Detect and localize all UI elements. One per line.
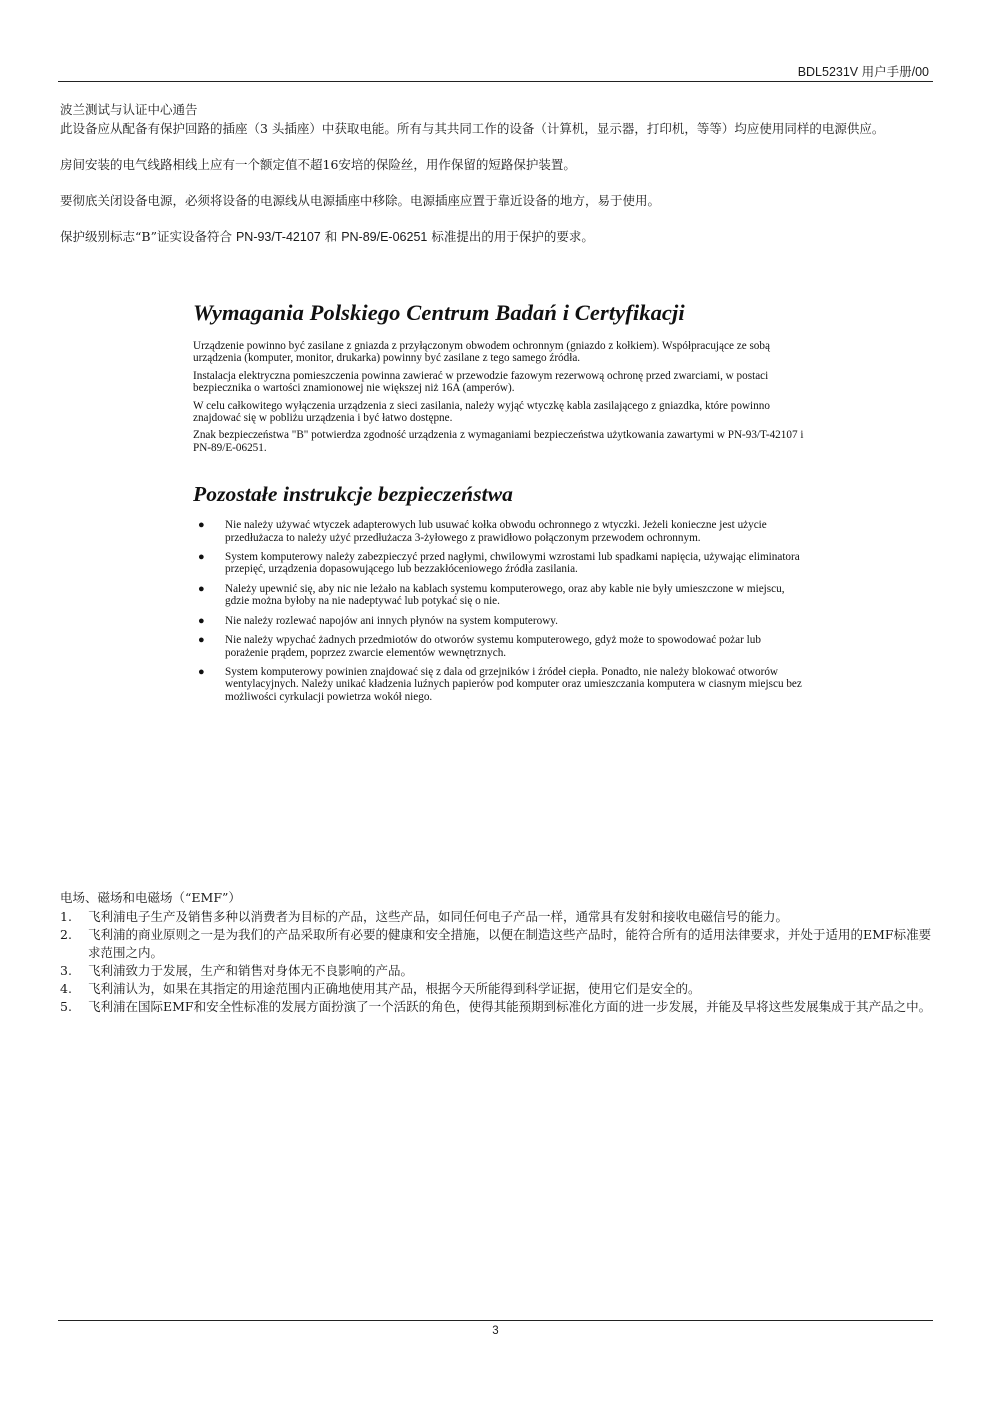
emf-list xyxy=(60,908,935,1016)
polish-heading-safety: Pozostałe instrukcje bezpieczeństwa xyxy=(193,482,514,507)
standards-suffix: 标准提出的用于保护的要求。 xyxy=(427,229,594,244)
page-number: 3 xyxy=(492,1325,499,1337)
bullet-icon: ● xyxy=(198,582,205,595)
page-header xyxy=(58,62,933,82)
polish-paragraph: Znak bezpieczeństwa "B" potwierdza zgodność urządzenia z wymaganiami bezpieczeństwa użytkowania zawartymi w PN-93/T-42107 i PN-89/E-06251. xyxy=(193,429,804,454)
bullet-icon: ● xyxy=(198,665,205,678)
list-item: ● System komputerowy powinien znajdować się z dala od grzejników i źródeł ciepła. Ponadto, nie należy blokować otworów wentylacyjnych. Należy unikać kładzenia luźnych papierów pod komputer oraz umieszczania komputera w ciasnym miejscu bez możliwości cyrkulacji powietrza wokół niego. xyxy=(198,665,802,703)
header-title: BDL5231V 用户手册/00 xyxy=(797,65,929,79)
standard-code: PN-89/E-06251 xyxy=(341,230,428,244)
list-item: ● Należy upewnić się, aby nic nie leżało na kablach systemu komputerowego, oraz aby kable nie były umieszczone w miejscu, gdzie można byłoby na nie nadeptywać lub potykać się o nie. xyxy=(198,582,785,608)
list-item: 4. 飞利浦认为，如果在其指定的用途范围内正确地使用其产品，根据今天所能得到科学证据，使用它们是安全的。 xyxy=(60,981,701,996)
polish-requirements-image xyxy=(193,300,805,848)
standard-code: PN-93/T-42107 xyxy=(235,230,321,244)
emf-section xyxy=(60,889,935,1016)
bullet-icon: ● xyxy=(198,519,205,532)
section-title: 电场、磁场和电磁场（“EMF”） xyxy=(60,890,241,905)
list-item: 2. 飞利浦的商业原则之一是为我们的产品采取所有必要的健康和安全措施，以便在制造这些产品时，能符合所有的适用法律要求，并处于适用的EMF标准要求范围之内。 xyxy=(60,927,932,960)
poland-notice-section xyxy=(60,100,935,264)
paragraph: 要彻底关闭设备电源，必须将设备的电源线从电源插座中移除。电源插座应置于靠近设备的地方，易于使用。 xyxy=(60,193,661,208)
standards-mid: 和 xyxy=(320,229,342,244)
list-item: ● System komputerowy należy zabezpieczyć przed nagłymi, chwilowymi wzrostami lub spadkami napięcia, używając eliminatora przepięć, urządzenia dopasowującego lub bezzakłóceniowego źródła zasilania. xyxy=(198,551,800,576)
polish-heading: Wymagania Polskiego Centrum Badań i Certyfikacji xyxy=(193,300,685,325)
bullet-icon: ● xyxy=(198,551,205,564)
list-item: ● Nie należy rozlewać napojów ani innych płynów na system komputerowy. xyxy=(198,614,558,627)
standards-prefix: 保护级别标志“B”证实设备符合 xyxy=(60,229,236,244)
list-item: 5. 飞利浦在国际EMF和安全性标准的发展方面扮演了一个活跃的角色，使得其能预期到标准化方面的进一步发展，并能及早将这些发展集成于其产品之中。 xyxy=(60,999,932,1014)
polish-bullet-list xyxy=(193,519,805,703)
list-item: ● Nie należy wpychać żadnych przedmiotów do otworów systemu komputerowego, gdyż może to spowodować pożar lub porażenie prądem, poprzez zwarcie elementów wewnętrznych. xyxy=(198,634,761,659)
paragraph: 此设备应从配备有保护回路的插座（3 头插座）中获取电能。所有与其共同工作的设备（计算机，显示器，打印机，等等）均应使用同样的电源供应。 xyxy=(60,121,885,136)
standards-paragraph xyxy=(60,227,935,247)
polish-paragraph: Urządzenie powinno być zasilane z gniazda z przyłączonym obwodem ochronnym (gniazdo z kołkiem). Współpracujące ze sobą urządzenia (komputer, monitor, drukarka) powinny być zasilane z tego samego źródła. xyxy=(193,340,770,365)
polish-paragraph: W celu całkowitego wyłączenia urządzenia z sieci zasilania, należy wyjąć wtyczkę kabla zasilającego z gniazdka, które powinno znajdować się w pobliżu urządzenia i być łatwo dostępne. xyxy=(193,399,770,425)
bullet-icon: ● xyxy=(198,634,205,647)
paragraph: 房间安装的电气线路相线上应有一个额定值不超16安培的保险丝，用作保留的短路保护装置。 xyxy=(60,157,576,172)
list-item: 1. 飞利浦电子生产及销售多种以消费者为目标的产品，这些产品，如同任何电子产品一样，通常具有发射和接收电磁信号的能力。 xyxy=(60,909,789,924)
list-item: 3. 飞利浦致力于发展，生产和销售对身体无不良影响的产品。 xyxy=(60,963,414,978)
polish-paragraph: Instalacja elektryczna pomieszczenia powinna zawierać w przewodzie fazowym rezerwową ochronę przed zwarciami, w postaci bezpiecznika o wartości znamionowej nie większej niż 16A (amperów). xyxy=(193,369,769,395)
bullet-icon: ● xyxy=(198,614,205,627)
page-footer xyxy=(58,1320,933,1337)
section-title: 波兰测试与认证中心通告 xyxy=(60,102,198,117)
list-item: ● Nie należy używać wtyczek adapterowych lub usuwać kołka obwodu ochronnego z wtyczki. Jeżeli konieczne jest użycie przedłużacza to należy użyć przedłużacza 3-żyłowego z prawidłowo połączonym przewodem ochronnym. xyxy=(198,519,767,544)
